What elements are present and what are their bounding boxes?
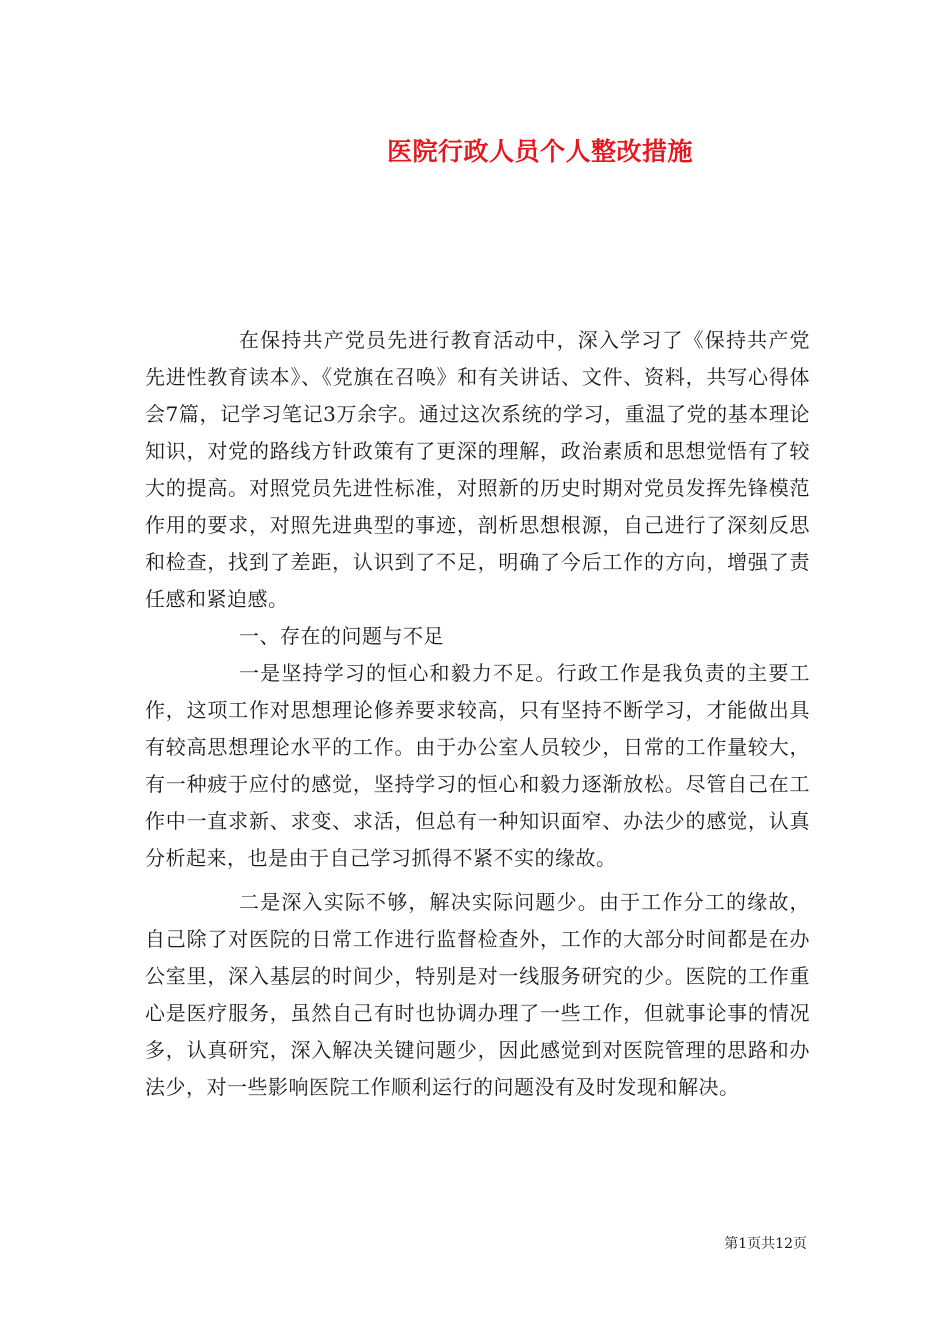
page-number: 第1页共12页 [724, 1236, 807, 1252]
problem-paragraph-2: 二是深入实际不够，解决实际问题少。由于工作分工的缘故，自己除了对医院的日常工作进行监督检查外，工作的大部分时间都是在办公室里，深入基层的时间少，特别是对一线服务研究的少。医院的工作重心是医疗服务，虽然自己有时也协调办理了一些工作，但就事论事的情况多，认真研究，深入解决关键问题少，因此感觉到对医院管理的思路和办法少，对一些影响医院工作顺利运行的问题没有及时发现和解决。 [145, 890, 810, 1099]
problem-paragraph-1: 一是坚持学习的恒心和毅力不足。行政工作是我负责的主要工作，这项工作对思想理论修养要求较高，只有坚持不断学习，才能做出具有较高思想理论水平的工作。由于办公室人员较少，日常的工作量较大，有一种疲于应付的感觉，坚持学习的恒心和毅力逐渐放松。尽管自己在工作中一直求新、求变、求活，但总有一种知识面窄、办法少的感觉，认真分析起来，也是由于自己学习抓得不紧不实的缘故。 [145, 661, 810, 870]
document-title: 医院行政人员个人整改措施 [386, 137, 693, 166]
section-heading: 一、存在的问题与不足 [239, 624, 444, 648]
document-body [145, 322, 810, 1106]
intro-paragraph: 在保持共产党员先进行教育活动中，深入学习了《保持共产党先进性教育读本》、《党旗在召唤》和有关讲话、文件、资料，共写心得体会7篇，记学习笔记3万余字。通过这次系统的学习，重温了党的基本理论知识，对党的路线方针政策有了更深的理解，政治素质和思想觉悟有了较大的提高。对照党员先进性标准，对照新的历史时期对党员发挥先锋模范作用的要求，对照先进典型的事迹，剖析思想根源，自己进行了深刻反思和检查，找到了差距，认识到了不足，明确了今后工作的方向，增强了责任感和紧迫感。 [145, 328, 810, 611]
